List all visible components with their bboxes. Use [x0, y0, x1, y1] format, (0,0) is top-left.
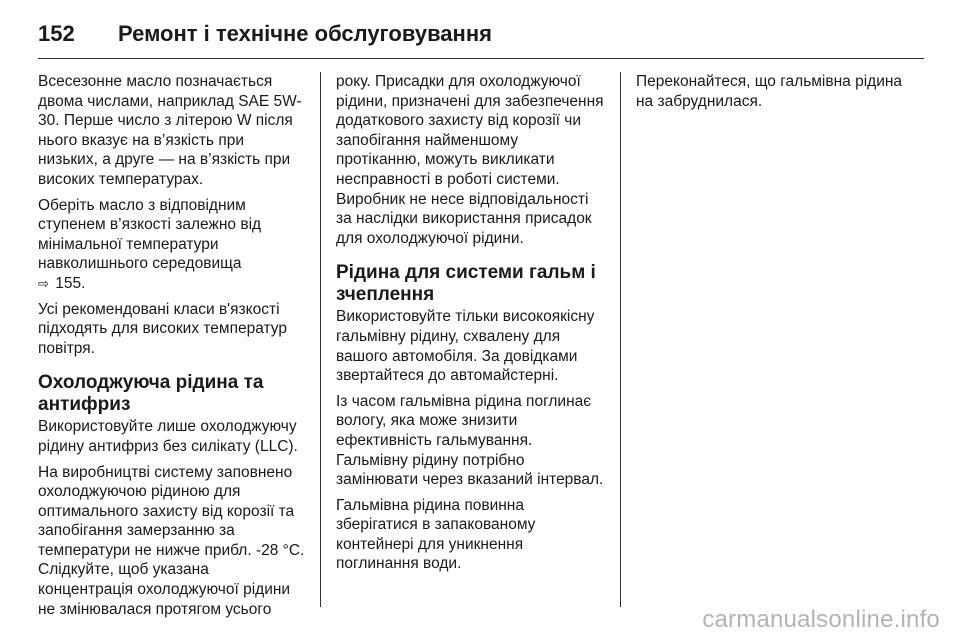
paragraph-coolant-use: Використовуйте лише охолоджуючу рідину антифриз без силікату (LLC).: [38, 418, 298, 455]
page-title: Ремонт і технічне обслуговування: [118, 21, 492, 46]
column-divider-1: [320, 72, 321, 607]
paragraph-brake-fluid-use: Використовуйте тільки високоякісну гальмівну рідину, схвалену для вашого автомобіля. За довідками звертайтеся до автомайстерні.: [336, 308, 595, 385]
page-header: [38, 14, 492, 54]
paragraph-coolant-additives: року. Присадки для охолоджуючої рідини, призначені для забезпечення додаткового захисту від корозії чи запобігання найменшому протіканню, можуть викликати несправності в роботі системи. Виробник не несе відповідальності за наслідки використання присадок для охолоджуючої рідини.: [336, 73, 604, 247]
heading-brake-fluid: Рідина для системи гальм і зчеплення: [336, 262, 596, 306]
paragraph-brake-fluid-clean: Переконайтеся, що гальмівна рідина на забруднилася.: [636, 73, 903, 110]
heading-coolant: Охолоджуюча рідина та антифриз: [38, 372, 264, 416]
column-3: [636, 72, 906, 117]
page-number: 152: [38, 21, 75, 46]
column-divider-2: [620, 72, 621, 607]
paragraph-oil-marking: Всесезонне масло позначається двома числами, наприклад SAE 5W-30. Перше число з літерою W після нього вказує на в’язкість при низьких, а друге — на в’язкість при високих температурах.: [38, 73, 302, 188]
arrow-ref-icon: ⇨: [38, 275, 49, 291]
column-2: [336, 72, 606, 580]
header-rule: [38, 58, 924, 59]
paragraph-coolant-factory: На виробництві систему заповнено охолоджуючою рідиною для оптимального захисту від корозії та запобігання замерзанню за температури не нижче прибл. -28 °C. Слідкуйте, щоб указана концентрація охолоджуючої рідини не змінювалася протягом усього: [38, 463, 305, 618]
paragraph-brake-fluid-storage: Гальмівна рідина повинна зберігатися в запакованому контейнері для уникнення поглинання води.: [336, 496, 536, 573]
column-1: [38, 72, 308, 625]
paragraph-oil-choice: [38, 196, 308, 294]
paragraph-brake-fluid-moisture: Із часом гальмівна рідина поглинає вологу, яка може знизити ефективність гальмування. Гальмівну рідину потрібно замінювати через вказаний інтервал.: [336, 392, 604, 489]
paragraph-oil-choice-text: Оберіть масло з відповідним ступенем в’язкості залежно від мінімальної температури навколишнього середовища: [38, 196, 262, 273]
watermark: carmanualsonline.info: [702, 606, 940, 633]
page-reference-link[interactable]: 155.: [55, 274, 86, 292]
paragraph-viscosity-classes: Усі рекомендовані класи в'язкості підходять для високих температур повітря.: [38, 300, 287, 357]
